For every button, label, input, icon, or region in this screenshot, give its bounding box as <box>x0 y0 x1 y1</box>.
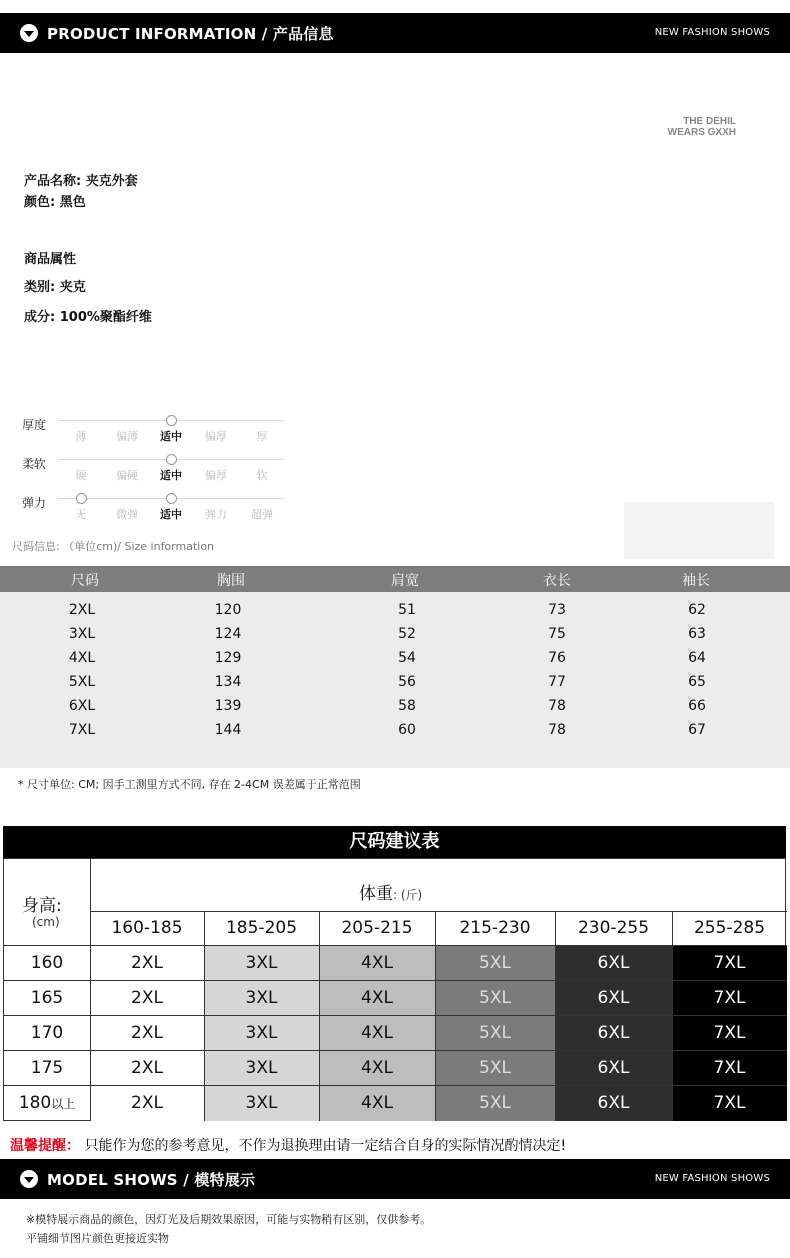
product-name: 产品名称: 夹克外套 <box>24 174 138 189</box>
size-cell: 73 <box>548 602 566 618</box>
grid-line <box>555 911 556 1121</box>
scale-option: 偏硬 <box>116 469 138 482</box>
recommended-size-cell: 2XL <box>90 1085 204 1121</box>
grid-line <box>204 911 205 1121</box>
size-cell: 54 <box>398 650 416 666</box>
attribute-label: 弹力 <box>22 496 47 510</box>
scale-marker-icon <box>166 454 177 465</box>
grid-line <box>4 945 787 946</box>
recommended-size-cell: 4XL <box>319 1085 435 1121</box>
scale-option: 厚 <box>256 430 268 443</box>
recommended-size-cell: 7XL <box>672 945 787 980</box>
size-header-shoulder: 肩宽 <box>391 573 419 589</box>
weight-unit: : (斤) <box>393 888 423 902</box>
scale-option: 无 <box>75 508 87 521</box>
size-cell: 78 <box>548 722 566 738</box>
scale-option: 微弹 <box>116 508 138 521</box>
size-cell: 60 <box>398 722 416 738</box>
scale-option: 超弹 <box>251 508 273 521</box>
weight-range-header: 205-215 <box>341 918 413 938</box>
attribute-label: 柔软 <box>22 457 47 471</box>
grid-line <box>4 980 787 981</box>
height-cell: 160 <box>30 952 64 973</box>
size-cell: 6XL <box>68 698 96 714</box>
recommend-title: 尺码建议表 <box>3 826 786 858</box>
size-cell: 144 <box>214 722 242 738</box>
size-cell: 4XL <box>68 650 96 666</box>
size-cell: 63 <box>688 626 706 642</box>
recommend-table <box>3 858 786 1121</box>
warm-tip-text: 只能作为您的参考意见，不作为退换理由请一定结合自身的实际情况酌情决定! <box>84 1138 567 1154</box>
height-cell: 175 <box>30 1057 64 1078</box>
scale-option: 硬 <box>75 469 87 482</box>
recommended-size-cell: 4XL <box>319 1050 435 1085</box>
scale-marker-icon <box>166 493 177 504</box>
product-color: 颜色: 黑色 <box>24 195 86 210</box>
weight-range-header: 230-255 <box>577 918 650 938</box>
size-cell: 120 <box>214 602 242 618</box>
warm-tip <box>10 1135 566 1155</box>
scale-option: 薄 <box>75 430 87 443</box>
weight-label: 体重 <box>359 884 393 904</box>
recommended-size-cell: 2XL <box>90 945 204 980</box>
scale-option: 偏厚 <box>205 469 227 482</box>
grid-line <box>4 1050 787 1051</box>
weight-header <box>359 879 422 904</box>
recommended-size-cell: 5XL <box>435 980 555 1015</box>
recommended-size-cell: 5XL <box>435 945 555 980</box>
height-label: 身高: <box>22 896 62 916</box>
size-cell: 51 <box>398 602 416 618</box>
recommended-size-cell: 3XL <box>204 1085 319 1121</box>
recommended-size-cell: 7XL <box>672 980 787 1015</box>
chevron-down-icon <box>20 24 38 42</box>
recommended-size-cell: 3XL <box>204 1015 319 1050</box>
size-cell: 134 <box>214 674 242 690</box>
recommended-size-cell: 6XL <box>555 945 672 980</box>
size-cell: 2XL <box>68 602 96 618</box>
recommended-size-cell: 5XL <box>435 1050 555 1085</box>
size-cell: 67 <box>688 722 706 738</box>
size-header-size: 尺码 <box>71 573 99 589</box>
size-header-length: 衣长 <box>543 573 571 589</box>
attribute-label: 厚度 <box>22 418 47 432</box>
size-cell: 76 <box>548 650 566 666</box>
banner-title: PRODUCT INFORMATION / 产品信息 <box>47 25 334 43</box>
weight-range-header: 255-285 <box>693 918 766 938</box>
size-cell: 75 <box>548 626 566 642</box>
model-note-2: 平铺细节图片颜色更接近实物 <box>26 1232 169 1245</box>
size-cell: 77 <box>548 674 566 690</box>
recommended-size-cell: 3XL <box>204 1050 319 1085</box>
grid-line <box>4 1015 787 1016</box>
size-table-header <box>0 566 790 592</box>
recommended-size-cell: 4XL <box>319 1015 435 1050</box>
size-cell: 5XL <box>68 674 96 690</box>
recommended-size-cell: 5XL <box>435 1015 555 1050</box>
grid-line <box>319 911 320 1121</box>
size-table-body <box>0 592 790 768</box>
recommended-size-cell: 2XL <box>90 1015 204 1050</box>
size-note: * 尺寸单位: CM; 因手工测里方式不同, 存在 2-4CM 误差属于正常范围 <box>18 778 361 791</box>
recommended-size-cell: 4XL <box>319 980 435 1015</box>
size-cell: 64 <box>688 650 706 666</box>
scale-option: 软 <box>256 469 268 482</box>
warm-tip-label: 温馨提醒： <box>10 1138 80 1154</box>
size-cell: 3XL <box>68 626 96 642</box>
product-category: 类别: 夹克 <box>24 280 86 295</box>
recommended-size-cell: 5XL <box>435 1085 555 1121</box>
scale-option: 适中 <box>160 508 182 521</box>
weight-range-header: 215-230 <box>459 918 531 938</box>
recommended-size-cell: 3XL <box>204 980 319 1015</box>
placeholder-box <box>624 502 774 559</box>
size-cell: 56 <box>398 674 416 690</box>
size-cell: 58 <box>398 698 416 714</box>
grid-line <box>435 911 436 1121</box>
weight-range-header: 160-185 <box>111 918 183 938</box>
recommended-size-cell: 7XL <box>672 1050 787 1085</box>
recommended-size-cell: 6XL <box>555 1085 672 1121</box>
grid-line <box>90 911 787 912</box>
size-cell: 129 <box>214 650 242 666</box>
size-cell: 124 <box>214 626 242 642</box>
banner-tagline: NEW FASHION SHOWS <box>654 27 770 38</box>
model-banner-title: MODEL SHOWS / 模特展示 <box>47 1171 256 1189</box>
chevron-down-icon <box>20 1170 38 1188</box>
size-header-chest: 胸围 <box>217 573 245 589</box>
scale-option: 偏薄 <box>116 430 138 443</box>
size-cell: 139 <box>214 698 242 714</box>
size-cell: 65 <box>688 674 706 690</box>
scale-option: 适中 <box>160 430 182 443</box>
recommended-size-cell: 6XL <box>555 1015 672 1050</box>
size-cell: 52 <box>398 626 416 642</box>
size-header-sleeve: 袖长 <box>682 573 710 589</box>
recommended-size-cell: 3XL <box>204 945 319 980</box>
height-suffix: 以上 <box>51 1096 76 1111</box>
model-note-1: ※模特展示商品的颜色，因灯光及后期效果原因，可能与实物稍有区别，仅供参考。 <box>26 1213 432 1226</box>
recommended-size-cell: 7XL <box>672 1015 787 1050</box>
scale-option: 适中 <box>160 469 182 482</box>
scale-option: 弹力 <box>205 508 227 521</box>
product-info-banner <box>0 13 790 53</box>
size-cell: 78 <box>548 698 566 714</box>
recommended-size-cell: 2XL <box>90 980 204 1015</box>
recommended-size-cell: 6XL <box>555 980 672 1015</box>
grid-line <box>90 859 91 1121</box>
scale-option: 偏厚 <box>205 430 227 443</box>
height-cell: 180 以上 <box>18 1093 76 1113</box>
size-caption: 尺码信息: （单位cm)/ Size information <box>12 540 215 553</box>
grid-line <box>4 1085 787 1086</box>
size-cell: 62 <box>688 602 706 618</box>
recommended-size-cell: 6XL <box>555 1050 672 1085</box>
attributes-heading: 商品属性 <box>24 252 77 267</box>
height-unit: (cm) <box>32 915 60 929</box>
scale-marker-icon <box>166 415 177 426</box>
product-material: 成分: 100%聚酯纤维 <box>24 310 152 325</box>
size-cell: 66 <box>688 698 706 714</box>
height-cell: 165 <box>30 987 64 1008</box>
size-cell: 7XL <box>68 722 96 738</box>
grid-line <box>672 911 673 1121</box>
model-shows-banner <box>0 1159 790 1199</box>
height-cell: 170 <box>30 1022 64 1043</box>
recommended-size-cell: 2XL <box>90 1050 204 1085</box>
brand-logo: THE DEHIL WEARS GXXH <box>667 116 736 138</box>
scale-marker-icon <box>76 493 87 504</box>
recommended-size-cell: 4XL <box>319 945 435 980</box>
recommended-size-cell: 7XL <box>672 1085 787 1121</box>
weight-range-header: 185-205 <box>225 918 298 938</box>
model-banner-tagline: NEW FASHION SHOWS <box>654 1173 770 1184</box>
